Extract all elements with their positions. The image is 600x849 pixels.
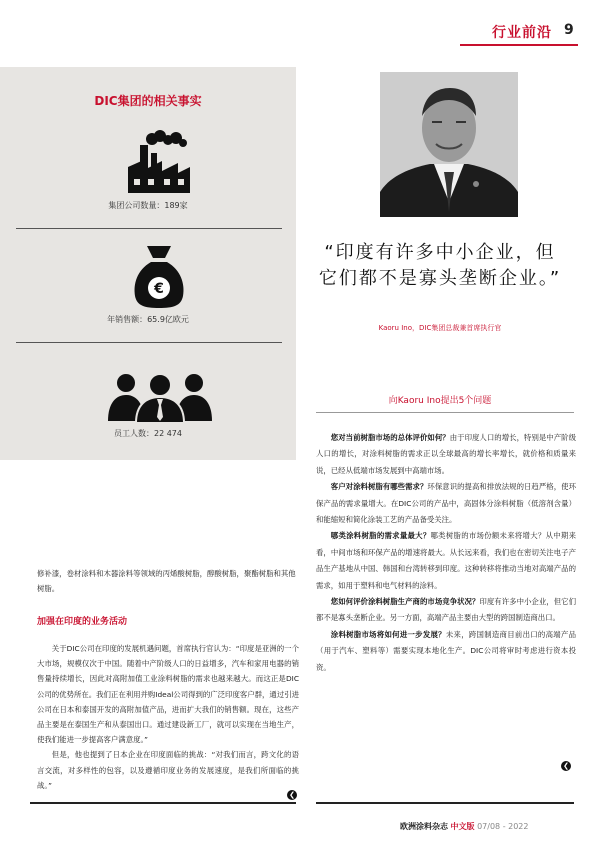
answer: 哪类树脂的市场份额未来将增大？从中期来看，中间市场和环保产品的增速将最大。从长远来看，我们也在密切关注电子产品生产基地从中国、韩国和台湾转移到印度。这种转移将推动当地对高端产品的需求，如用于塑料和电气材料的涂料。 <box>316 531 576 590</box>
article-body <box>37 641 299 793</box>
questions-divider <box>316 412 574 413</box>
employees-icon <box>106 371 214 423</box>
question: 您如何评价涂料树脂生产商的市场竞争状况？ <box>330 597 480 607</box>
money-bag-icon <box>133 244 185 310</box>
factory-icon <box>126 129 192 195</box>
page-number: 9 <box>564 22 574 38</box>
footer <box>400 821 528 832</box>
qa-item <box>316 627 576 676</box>
article-paragraph: 但是，他也提到了日本企业在印度面临的挑战：“对我们而言，跨文化的语言交流，对多样性的包容，以及遵循印度业务的发展速度，是我们所面临的挑战。” <box>37 750 299 790</box>
answer: 环保意识的提高和排放法规的日趋严格，使环保产品的需求量增大。在DIC公司的产品中，高固体分涂料树脂（低溶剂含量）和能缩短和简化涂装工艺的产品备受关注。 <box>316 482 576 525</box>
qa-item <box>316 430 576 479</box>
end-mark-icon: ❮ <box>287 790 297 800</box>
section-title: 行业前沿 <box>492 25 552 41</box>
employees-label: 员工人数：22 474 <box>114 429 182 438</box>
answer: 未来，跨国制造商目前出口的高端产品（用于汽车、塑料等）需要实现本地化生产。DIC公司将审时考虑进行资本投资。 <box>316 629 576 672</box>
company-count-label: 集团公司数量：189家 <box>108 201 188 210</box>
article-subhead: 加强在印度的业务活动 <box>37 617 128 627</box>
question: 客户对涂料树脂有哪些需求？ <box>330 482 428 492</box>
pull-quote: “印度有许多中小企业，但它们都不是寡头垄断企业。” <box>318 242 562 289</box>
qa-item <box>316 479 576 528</box>
answer: 由于印度人口的增长，特别是中产阶级人口的增长，对涂料树脂的需求正以全球最高的增长率增长，就价格和质量来说，已经从低端市场发展到中高端市场。 <box>316 433 576 475</box>
interview-body <box>316 430 576 676</box>
question: 哪类涂料树脂的需求量最大？ <box>330 531 431 541</box>
answer: 印度有许多中小企业，但它们都不是寡头垄断企业。另一方面，高端产品主要由大型的跨国制造商出口。 <box>316 597 576 623</box>
ceo-photo <box>380 72 518 217</box>
questions-title: 向Kaoru Ino提出5个问题 <box>388 396 492 406</box>
svg-text:€: € <box>154 281 164 297</box>
footer-rule <box>316 802 574 804</box>
qa-item <box>316 594 576 627</box>
question: 您对当前树脂市场的总体评价如何？ <box>330 433 450 442</box>
facts-divider <box>16 342 282 343</box>
article-intro: 修补漆，卷材涂料和木器涂料等领域的丙烯酸树脂，醇酸树脂，聚酯树脂和其他树脂。 <box>37 569 296 593</box>
footer-edition: 中文版 <box>450 822 475 831</box>
footer-magazine: 欧洲涂料杂志 <box>400 822 448 831</box>
facts-title: DIC集团的相关事实 <box>94 94 202 108</box>
article-paragraph: 关于DIC公司在印度的发展机遇问题，首席执行官认为：“印度是亚洲的一个大市场，规模仅次于中国。随着中产阶级人口的日益增多，汽车和家用电器的销售量持续增长，因此对高附加值工业涂料树脂的需求也越来越大。而这正是DIC公司的优势所在。我们正在利用并购Ideal公司得到的广泛印度客户群，通过引进公司在日本和泰国开发的高附加值产品，进而扩大我们的销售额。现在，这些产品主要是在泰国生产和从泰国出口。通过建设新工厂，就可以实现在当地生产，使我们能进一步提高客户满意度。” <box>37 644 299 745</box>
footer-date: 07/08 - 2022 <box>477 822 529 831</box>
question: 涂料树脂市场将如何进一步发展？ <box>330 629 446 639</box>
header-rule <box>460 44 578 46</box>
qa-item <box>316 528 576 594</box>
footer-rule <box>30 802 296 804</box>
quote-caption: Kaoru Ino，DIC集团总裁兼首席执行官 <box>378 324 502 332</box>
sales-label: 年销售额：65.9亿欧元 <box>107 315 189 324</box>
facts-divider <box>16 228 282 229</box>
end-mark-icon: ❮ <box>561 761 571 771</box>
